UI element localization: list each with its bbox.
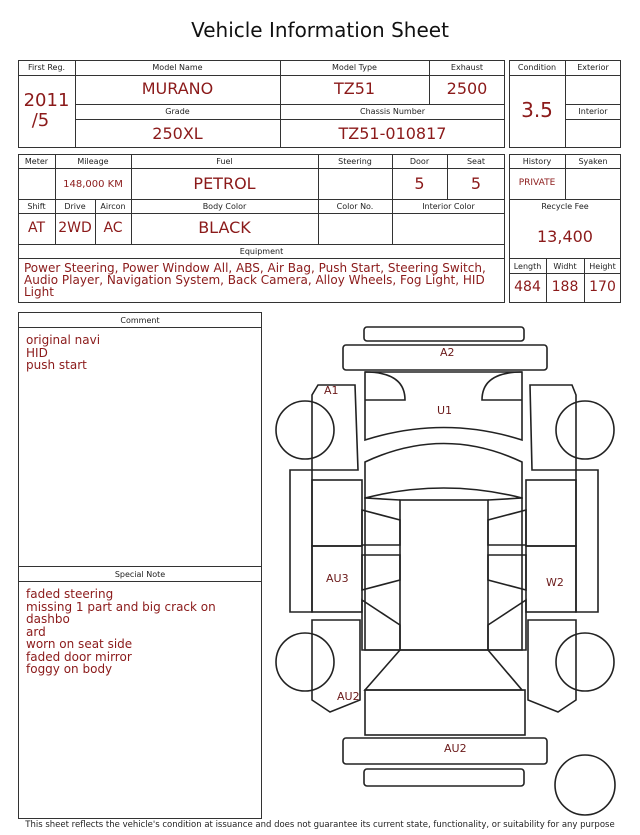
- mileage-value: 148,000 KM: [63, 179, 123, 190]
- divider: [565, 104, 621, 105]
- left-front-door: [312, 480, 362, 546]
- mileage-label: Mileage: [77, 157, 109, 166]
- divider: [509, 273, 621, 274]
- height-value: 170: [589, 279, 616, 295]
- exterior-label: Exterior: [577, 63, 609, 72]
- right-rear-fender: [528, 620, 576, 712]
- divider: [509, 199, 621, 200]
- aircon-label: Aircon: [100, 202, 126, 211]
- equipment-list: Power Steering, Power Window All, ABS, Air Bag, Push Start, Steering Switch, Audio Player, Navigation System, Back Camera, Alloy Wheels, Fog Light, HID Light: [24, 261, 486, 299]
- color-no-label: Color No.: [336, 202, 374, 211]
- page-title: Vehicle Information Sheet: [191, 18, 449, 42]
- condition-label: Condition: [517, 63, 557, 72]
- drive-value: 2WD: [58, 220, 92, 236]
- comment-label: Comment: [120, 316, 160, 325]
- chassis-label: Chassis Number: [360, 107, 425, 116]
- special-note-text: faded steering missing 1 part and big crack on dashbo ard worn on seat side faded door mirror foggy on body: [26, 587, 216, 676]
- wheel-front-left: [276, 401, 334, 459]
- damage-code-au3: AU3: [326, 572, 349, 585]
- damage-code-au2-bottom: AU2: [444, 742, 467, 755]
- damage-code-au2: AU2: [337, 690, 360, 703]
- fuel-value: PETROL: [193, 174, 256, 193]
- first-reg-month: /5: [31, 110, 50, 131]
- recycle-fee-value: 13,400: [537, 227, 593, 246]
- model-name: MURANO: [141, 79, 214, 98]
- divider: [75, 104, 505, 105]
- length-value: 484: [514, 279, 541, 295]
- seat-label: Seat: [466, 157, 486, 166]
- wheel-front-right: [556, 401, 614, 459]
- width-label: Widht: [553, 262, 577, 271]
- wheel-rear-right: [556, 633, 614, 691]
- wheel-rear-left: [276, 633, 334, 691]
- windshield-shape: [365, 444, 522, 499]
- model-name-label: Model Name: [152, 63, 203, 72]
- divider: [18, 566, 262, 567]
- front-bumper-shape: [364, 327, 524, 341]
- divider: [18, 327, 262, 328]
- divider: [75, 119, 505, 120]
- history-label: History: [522, 157, 552, 166]
- grade-value: 250XL: [152, 124, 203, 143]
- door-value: 5: [414, 174, 425, 193]
- grade-label: Grade: [165, 107, 190, 116]
- divider: [18, 258, 505, 259]
- interior-label: Interior: [578, 107, 608, 116]
- damage-code-w2: W2: [546, 576, 564, 589]
- length-label: Length: [513, 262, 542, 271]
- damage-code-a1: A1: [324, 384, 339, 397]
- divider: [318, 154, 319, 244]
- seat-value: 5: [470, 174, 482, 193]
- width-value: 188: [551, 279, 579, 295]
- divider: [565, 119, 621, 120]
- model-type: TZ51: [333, 79, 376, 98]
- right-front-door: [526, 480, 576, 546]
- syaken-label: Syaken: [578, 157, 608, 166]
- exhaust-label: Exhaust: [450, 63, 484, 72]
- model-type-label: Model Type: [332, 63, 377, 72]
- steering-label: Steering: [338, 157, 372, 166]
- body-color-value: BLACK: [198, 218, 251, 237]
- rear-panel-shape: [364, 769, 524, 786]
- condition-grade: 3.5: [521, 98, 553, 122]
- aircon-value: AC: [103, 220, 123, 236]
- recycle-fee-label: Recycle Fee: [541, 202, 589, 211]
- door-label: Door: [409, 157, 430, 166]
- drive-label: Drive: [64, 202, 86, 211]
- equipment-label: Equipment: [239, 247, 284, 256]
- tailgate-shape: [365, 690, 525, 735]
- height-label: Height: [589, 262, 616, 271]
- damage-code-a2-top: A2: [440, 346, 455, 359]
- disclaimer-footer: This sheet reflects the vehicle's condition at issuance and does not guarantee its current state, functionality, or suitability for any purpose: [25, 820, 615, 830]
- special-note-label: Special Note: [114, 570, 166, 579]
- spare-wheel: [555, 755, 615, 815]
- roof-shape: [400, 500, 488, 650]
- damage-code-u1: U1: [437, 404, 453, 417]
- fuel-label: Fuel: [216, 157, 233, 166]
- shift-label: Shift: [27, 202, 46, 211]
- interior-color-label: Interior Color: [422, 202, 475, 211]
- divider: [509, 75, 621, 76]
- comment-text: original navi HID push start: [26, 333, 101, 372]
- divider: [509, 258, 621, 259]
- divider: [18, 199, 505, 200]
- left-front-fender: [312, 385, 358, 470]
- divider: [18, 75, 505, 76]
- car-damage-diagram: [270, 320, 630, 820]
- first-reg-year: 2011: [23, 90, 70, 111]
- first-reg-label: First Reg.: [27, 63, 66, 72]
- divider: [18, 168, 505, 169]
- right-front-fender: [530, 385, 576, 470]
- divider: [18, 213, 505, 214]
- shift-value: AT: [27, 220, 46, 236]
- history-value: PRIVATE: [518, 178, 556, 188]
- chassis-value: TZ51-010817: [338, 124, 447, 143]
- exhaust-value: 2500: [446, 79, 488, 98]
- divider: [18, 581, 262, 582]
- body-color-label: Body Color: [202, 202, 247, 211]
- divider: [18, 244, 505, 245]
- rear-window-shape: [365, 650, 522, 690]
- meter-label: Meter: [24, 157, 49, 166]
